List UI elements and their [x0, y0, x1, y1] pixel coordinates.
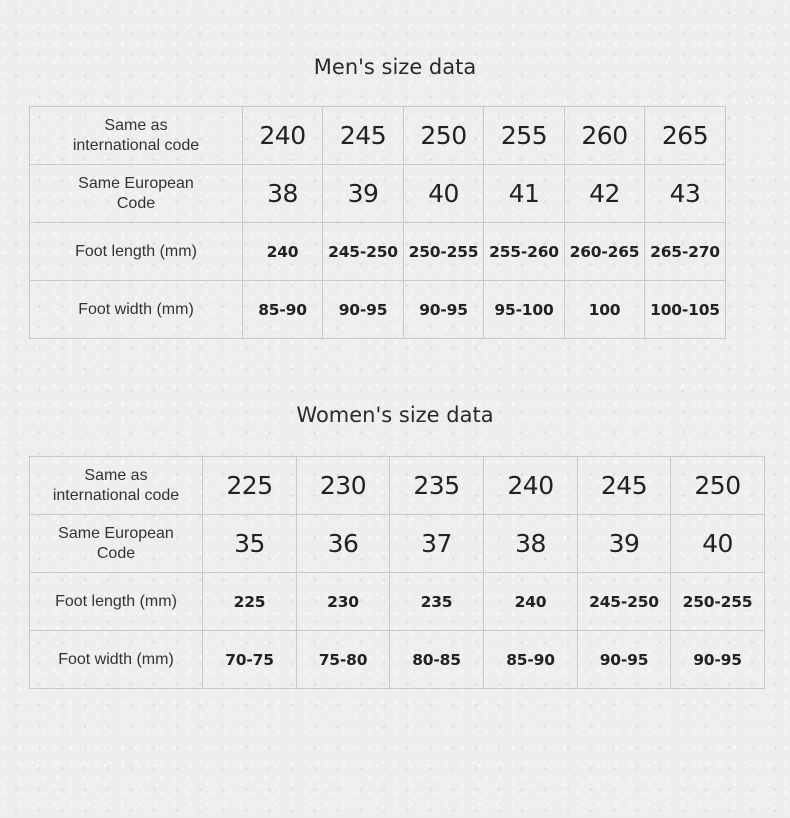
row-label: Foot width (mm): [30, 281, 243, 339]
size-cell: 36: [297, 515, 390, 573]
row-label: Same European Code: [30, 165, 243, 223]
size-cell: 235: [390, 457, 484, 515]
size-cell: 41: [484, 165, 565, 223]
size-cell: 80-85: [390, 631, 484, 689]
size-cell: 250: [671, 457, 765, 515]
row-label: Same European Code: [30, 515, 203, 573]
size-cell: 39: [323, 165, 404, 223]
size-cell: 39: [578, 515, 671, 573]
women-size-title: Women's size data: [296, 403, 494, 427]
size-cell: 42: [565, 165, 645, 223]
size-cell: 70-75: [203, 631, 297, 689]
size-cell: 240: [484, 457, 578, 515]
size-cell: 90-95: [323, 281, 404, 339]
men-row-european-code: [30, 165, 726, 223]
size-cell: 255-260: [484, 223, 565, 281]
men-row-foot-length: [30, 223, 726, 281]
women-row-european-code: [30, 515, 765, 573]
size-cell: 245-250: [323, 223, 404, 281]
size-cell: 90-95: [578, 631, 671, 689]
women-row-foot-width: [30, 631, 765, 689]
size-cell: 230: [297, 457, 390, 515]
men-size-table: [29, 106, 726, 339]
size-cell: 230: [297, 573, 390, 631]
size-cell: 85-90: [484, 631, 578, 689]
row-label: Foot length (mm): [30, 573, 203, 631]
size-cell: 240: [484, 573, 578, 631]
size-cell: 255: [484, 107, 565, 165]
size-cell: 225: [203, 573, 297, 631]
row-label: Same as international code: [30, 107, 243, 165]
size-cell: 43: [645, 165, 726, 223]
men-size-title: Men's size data: [313, 55, 477, 79]
size-cell: 240: [243, 223, 323, 281]
size-cell: 260-265: [565, 223, 645, 281]
women-row-international-code: [30, 457, 765, 515]
women-size-table: [29, 456, 765, 689]
men-row-international-code: [30, 107, 726, 165]
size-cell: 37: [390, 515, 484, 573]
row-label: Foot length (mm): [30, 223, 243, 281]
size-cell: 100-105: [645, 281, 726, 339]
size-cell: 40: [404, 165, 484, 223]
size-cell: 260: [565, 107, 645, 165]
size-cell: 35: [203, 515, 297, 573]
size-cell: 85-90: [243, 281, 323, 339]
size-cell: 100: [565, 281, 645, 339]
size-cell: 235: [390, 573, 484, 631]
size-cell: 250-255: [671, 573, 765, 631]
women-row-foot-length: [30, 573, 765, 631]
size-cell: 250-255: [404, 223, 484, 281]
size-cell: 245-250: [578, 573, 671, 631]
row-label: Foot width (mm): [30, 631, 203, 689]
size-cell: 265-270: [645, 223, 726, 281]
size-cell: 250: [404, 107, 484, 165]
size-cell: 265: [645, 107, 726, 165]
size-cell: 245: [578, 457, 671, 515]
size-cell: 90-95: [404, 281, 484, 339]
size-cell: 225: [203, 457, 297, 515]
size-cell: 75-80: [297, 631, 390, 689]
size-cell: 38: [243, 165, 323, 223]
row-label: Same as international code: [30, 457, 203, 515]
size-cell: 38: [484, 515, 578, 573]
size-cell: 40: [671, 515, 765, 573]
size-cell: 240: [243, 107, 323, 165]
size-cell: 245: [323, 107, 404, 165]
size-cell: 95-100: [484, 281, 565, 339]
men-row-foot-width: [30, 281, 726, 339]
size-cell: 90-95: [671, 631, 765, 689]
